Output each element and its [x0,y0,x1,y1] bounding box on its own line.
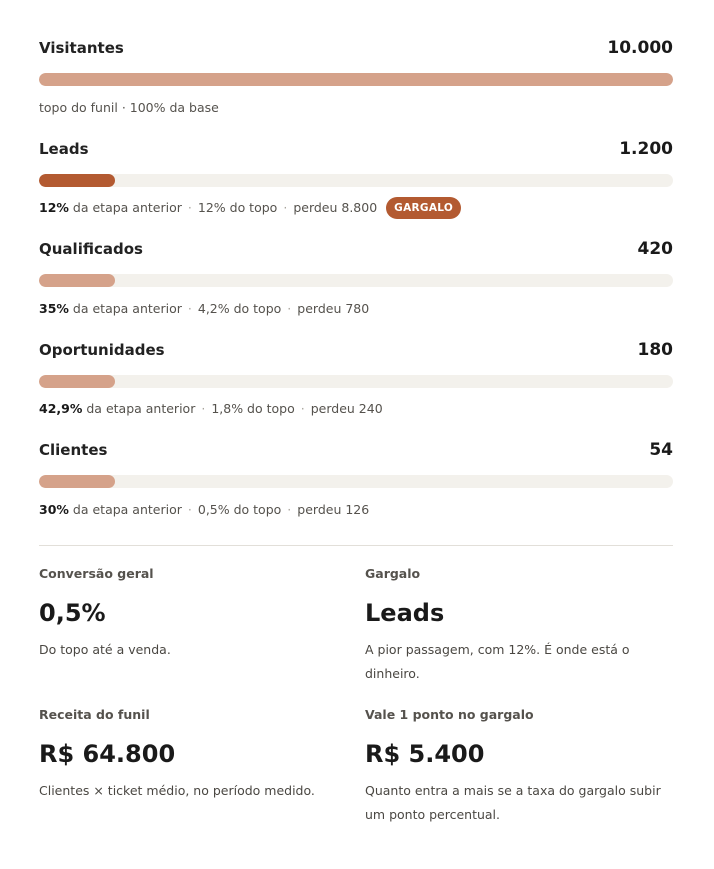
stage-meta-text: topo do funil · 100% da base [39,99,219,115]
stage-meta [39,398,673,420]
stage-lost: perdeu 126 [297,501,370,517]
funnel-stage-qualificados [39,239,673,340]
stage-count: 420 [637,239,673,259]
kpi-note: Clientes × ticket médio, no período medido. [39,783,315,798]
kpi-label: Gargalo [365,566,421,581]
separator: · [187,200,192,215]
stage-bar-track [39,174,673,187]
stage-count: 10.000 [607,38,673,58]
kpi-revenue [39,707,339,803]
stage-of-top: 1,8% do topo [211,401,295,416]
stage-rate-label: da etapa anterior [86,401,196,416]
kpi-value: R$ 64.800 [39,740,176,768]
bottleneck-badge: GARGALO [386,197,461,219]
kpi-value: Leads [365,599,445,627]
stage-rate-label: da etapa anterior [72,501,182,517]
kpi-value: 0,5% [39,599,106,627]
separator: · [283,200,288,215]
separator: · [287,501,292,517]
stage-bar-track [39,274,673,287]
stage-lost: perdeu 780 [297,300,370,316]
kpi-note: Quanto entra a mais se a taxa do gargalo subir um ponto percentual. [365,783,661,822]
funnel-stage-oportunidades [39,340,673,441]
separator: · [187,501,192,517]
stage-name: Qualificados [39,240,143,258]
kpi-note: Do topo até a venda. [39,642,171,657]
kpi-label: Conversão geral [39,566,154,581]
stage-count: 1.200 [619,138,673,159]
separator: · [201,401,206,416]
funnel-chart [39,38,673,541]
funnel-stage-leads [39,139,673,240]
stage-bar [39,475,115,488]
stage-name: Leads [39,139,89,158]
kpi-value: R$ 5.400 [365,740,485,768]
stage-count: 54 [649,440,673,460]
stage-rate: 30% [39,501,69,517]
separator: · [287,300,292,316]
stage-rate: 12% [39,200,69,215]
kpi-label: Receita do funil [39,707,150,722]
stage-of-top: 4,2% do topo [197,300,282,316]
stage-rate: 35% [39,300,69,316]
stage-rate-label: da etapa anterior [72,300,182,316]
stage-bar-track [39,73,673,86]
stage-name: Oportunidades [39,340,165,359]
stage-meta [39,297,673,319]
stage-meta [39,498,673,520]
stage-of-top: 0,5% do topo [197,501,282,517]
funnel-stage-clientes [39,440,673,541]
stage-count: 180 [637,339,673,360]
kpi-bottleneck [365,566,635,686]
stage-meta [39,96,673,118]
stage-of-top: 12% do topo [197,200,278,215]
section-divider [39,545,673,546]
stage-rate-label: da etapa anterior [72,200,182,215]
kpi-conversion [39,566,339,662]
stage-name: Visitantes [39,39,124,57]
stage-bar [39,274,115,287]
stage-rate: 42,9% [39,401,83,416]
kpi-note: A pior passagem, com 12%. É onde está o dinheiro. [365,642,630,681]
stage-lost: perdeu 240 [310,401,383,416]
stage-bar-track [39,475,673,488]
stage-meta [39,197,673,219]
stage-name: Clientes [39,441,108,459]
stage-bar [39,375,115,388]
funnel-stage-visitantes [39,38,673,139]
stage-lost: perdeu 8.800 [293,200,378,215]
stage-bar [39,73,673,86]
separator: · [300,401,305,416]
kpi-label: Vale 1 ponto no gargalo [365,707,534,722]
stage-bar-track [39,375,673,388]
kpi-one-point [365,707,665,827]
stage-bar [39,174,115,187]
separator: · [187,300,192,316]
